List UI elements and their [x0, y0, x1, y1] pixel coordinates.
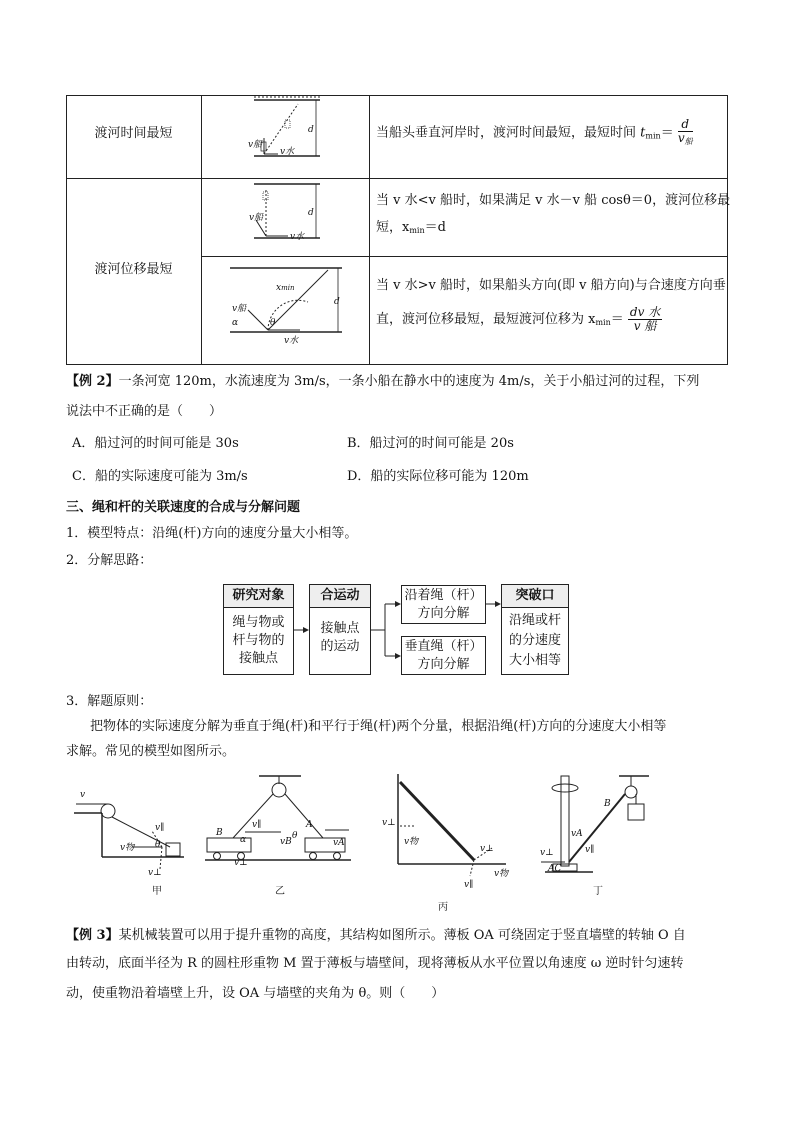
- label-v-perp: v⊥: [148, 868, 162, 878]
- example2-stem-line2: 说法中不正确的是（ ）: [66, 404, 223, 419]
- label-A: A: [306, 820, 313, 830]
- xmin-sub: min: [595, 318, 611, 327]
- label-d: d: [308, 125, 314, 135]
- caption-yi: 乙: [275, 886, 285, 897]
- box-line: 杆与物的: [232, 633, 285, 648]
- table-divider: [66, 178, 728, 179]
- flow-arrows: [290, 584, 510, 676]
- label-theta: θ: [270, 318, 276, 328]
- caption-ding: 丁: [593, 886, 603, 897]
- box-line: 沿绳或杆: [508, 613, 561, 628]
- label-v-par: v∥: [155, 823, 165, 833]
- example3-line1: [66, 922, 686, 950]
- option-a: A．船过河的时间可能是 30s: [72, 436, 239, 451]
- xmin-sub: min: [409, 226, 425, 235]
- x-sub: min: [281, 284, 295, 292]
- principle-line1: 把物体的实际速度分解为垂直于绳(杆)和平行于绳(杆)两个分量，根据沿绳(杆)方向的分速度大小相等: [90, 719, 667, 734]
- example2-stem-line1: [66, 368, 699, 396]
- label-d: d: [308, 208, 314, 218]
- label-vA: vA: [571, 829, 583, 839]
- box-line: 的分速度: [508, 633, 561, 648]
- row2a-end: ＝d: [424, 220, 446, 235]
- displacement-fraction: [628, 306, 662, 333]
- label-v-par: v∥: [464, 880, 474, 890]
- label-v: v: [80, 790, 86, 800]
- label-alpha: α: [232, 318, 239, 328]
- label-v-obj: v物: [404, 837, 419, 847]
- box-line: 绳与物或: [232, 615, 285, 630]
- example3-line2: 由转动，底面半径为 R 的圆柱形重物 M 置于薄板与墙壁间，现将薄板从水平位置以角速度 ω 逆时针匀速转: [66, 956, 684, 971]
- table-divider: [201, 256, 728, 257]
- fraction-numerator: dv 水: [629, 305, 661, 319]
- box-line: 的运动: [320, 639, 360, 654]
- label-v-perp: v⊥: [382, 818, 396, 828]
- fraction-denominator: v 船: [633, 319, 657, 333]
- label-AC: AC: [548, 864, 562, 874]
- box-head: 研究对象: [224, 585, 293, 608]
- label-v-obj: v物: [120, 843, 135, 853]
- example3-line3: 动，使重物沿着墙壁上升，设 OA 与墙壁的夹角为 θ。则（ ）: [66, 986, 445, 1001]
- model-jia: [72, 785, 187, 880]
- row1-text: 当船头垂直河岸时，渡河时间最短，最短时间: [376, 125, 637, 141]
- tmin-sub: min: [645, 131, 661, 141]
- box-head: 突破口: [502, 585, 568, 608]
- row-label-shortest-displacement: 渡河位移最短: [94, 262, 173, 277]
- label-v-water: v水: [290, 232, 305, 242]
- stem-text: 一条河宽 120m，水流速度为 3m/s，一条小船在静水中的速度为 4m/s，关于小船过河的过程，下列: [118, 374, 700, 389]
- fraction-numerator: d: [678, 118, 693, 132]
- box-head: 合运动: [310, 585, 370, 608]
- equals: ＝: [610, 312, 624, 327]
- label-d: d: [334, 297, 340, 307]
- box-line: 大小相等: [508, 653, 561, 668]
- label-v-boat: v船: [232, 304, 247, 314]
- label-v-perp: v⊥: [540, 848, 554, 858]
- row2b-line1: 当 v 水>v 船时，如果船头方向(即 v 船方向)与合速度方向垂: [376, 278, 726, 293]
- label-v-obj: v物: [494, 869, 509, 879]
- time-fraction: [678, 118, 693, 148]
- table-divider: [369, 95, 370, 365]
- row2b-line2: [376, 306, 662, 336]
- box-line: 接触点: [320, 621, 360, 636]
- model-bing: [380, 772, 510, 882]
- row-label-shortest-time: 渡河时间最短: [94, 126, 173, 141]
- option-b: B．船过河的时间可能是 20s: [347, 436, 514, 451]
- item-2: 2．分解思路：: [66, 553, 153, 568]
- model-yi: [205, 772, 355, 872]
- label-x-min: [276, 283, 294, 293]
- label-v-boat: v船: [248, 140, 263, 150]
- row1-description: [376, 118, 693, 150]
- label-v-perp: v⊥: [234, 858, 248, 868]
- diagram-shortest-time: [240, 96, 330, 176]
- fraction-denominator: [678, 132, 693, 148]
- box-line: 方向分解: [417, 657, 470, 672]
- equals: ＝: [660, 125, 674, 141]
- flow-box-breakthrough: [501, 584, 569, 675]
- label-v-par: v∥: [252, 820, 262, 830]
- model-ding: [535, 772, 650, 877]
- x-letter: x: [276, 283, 282, 293]
- label-vA: vA: [333, 838, 345, 848]
- box-line: 接触点: [238, 651, 278, 666]
- den-sub: 船: [684, 137, 693, 146]
- option-c: C．船的实际速度可能为 3m/s: [72, 469, 248, 484]
- box-line: 方向分解: [417, 606, 470, 621]
- label-alpha: α: [240, 835, 247, 845]
- label-vB: vB: [280, 837, 292, 847]
- section-heading: 三、绳和杆的关联速度的合成与分解问题: [66, 500, 301, 515]
- box-line: 沿着绳（杆）: [404, 588, 483, 603]
- caption-bing: 丙: [438, 902, 448, 913]
- principle-line2: 求解。常见的模型如图所示。: [66, 744, 236, 759]
- label-v-par: v∥: [585, 845, 595, 855]
- stem-text: 某机械装置可以用于提升重物的高度，其结构如图所示。薄板 OA 可绕固定于竖直墙壁的转轴 O 自: [118, 928, 686, 943]
- item-1: 1．模型特点：沿绳(杆)方向的速度分量大小相等。: [66, 526, 358, 541]
- row2a-line2: [376, 214, 446, 244]
- table-divider: [201, 95, 202, 365]
- label-v-water: v水: [284, 336, 299, 346]
- label-B: B: [604, 799, 611, 809]
- label-v-water: v水: [280, 147, 295, 157]
- example-tag: 【例 2】: [66, 374, 119, 389]
- label-theta: θ: [292, 831, 298, 841]
- option-d: D．船的实际位移可能为 120m: [347, 469, 529, 484]
- den-v: v: [677, 131, 685, 145]
- label-theta: θ: [155, 840, 161, 850]
- row2b-text: 直，渡河位移最短，最短渡河位移为 x: [376, 312, 596, 327]
- label-v-perp: v⊥: [480, 844, 494, 854]
- item-3: 3．解题原则：: [66, 694, 153, 709]
- tmin-symbol: t: [640, 125, 646, 141]
- label-B: B: [216, 828, 223, 838]
- box-line: 垂直绳（杆）: [404, 639, 483, 654]
- label-v-boat: v船: [249, 213, 264, 223]
- example-tag: 【例 3】: [66, 928, 119, 943]
- row2a-text: 短，x: [376, 220, 410, 235]
- flow-box-object: [223, 584, 294, 675]
- caption-jia: 甲: [152, 886, 162, 897]
- row2a-line1: 当 v 水<v 船时，如果满足 v 水－v 船 cosθ＝0，渡河位移最: [376, 193, 731, 208]
